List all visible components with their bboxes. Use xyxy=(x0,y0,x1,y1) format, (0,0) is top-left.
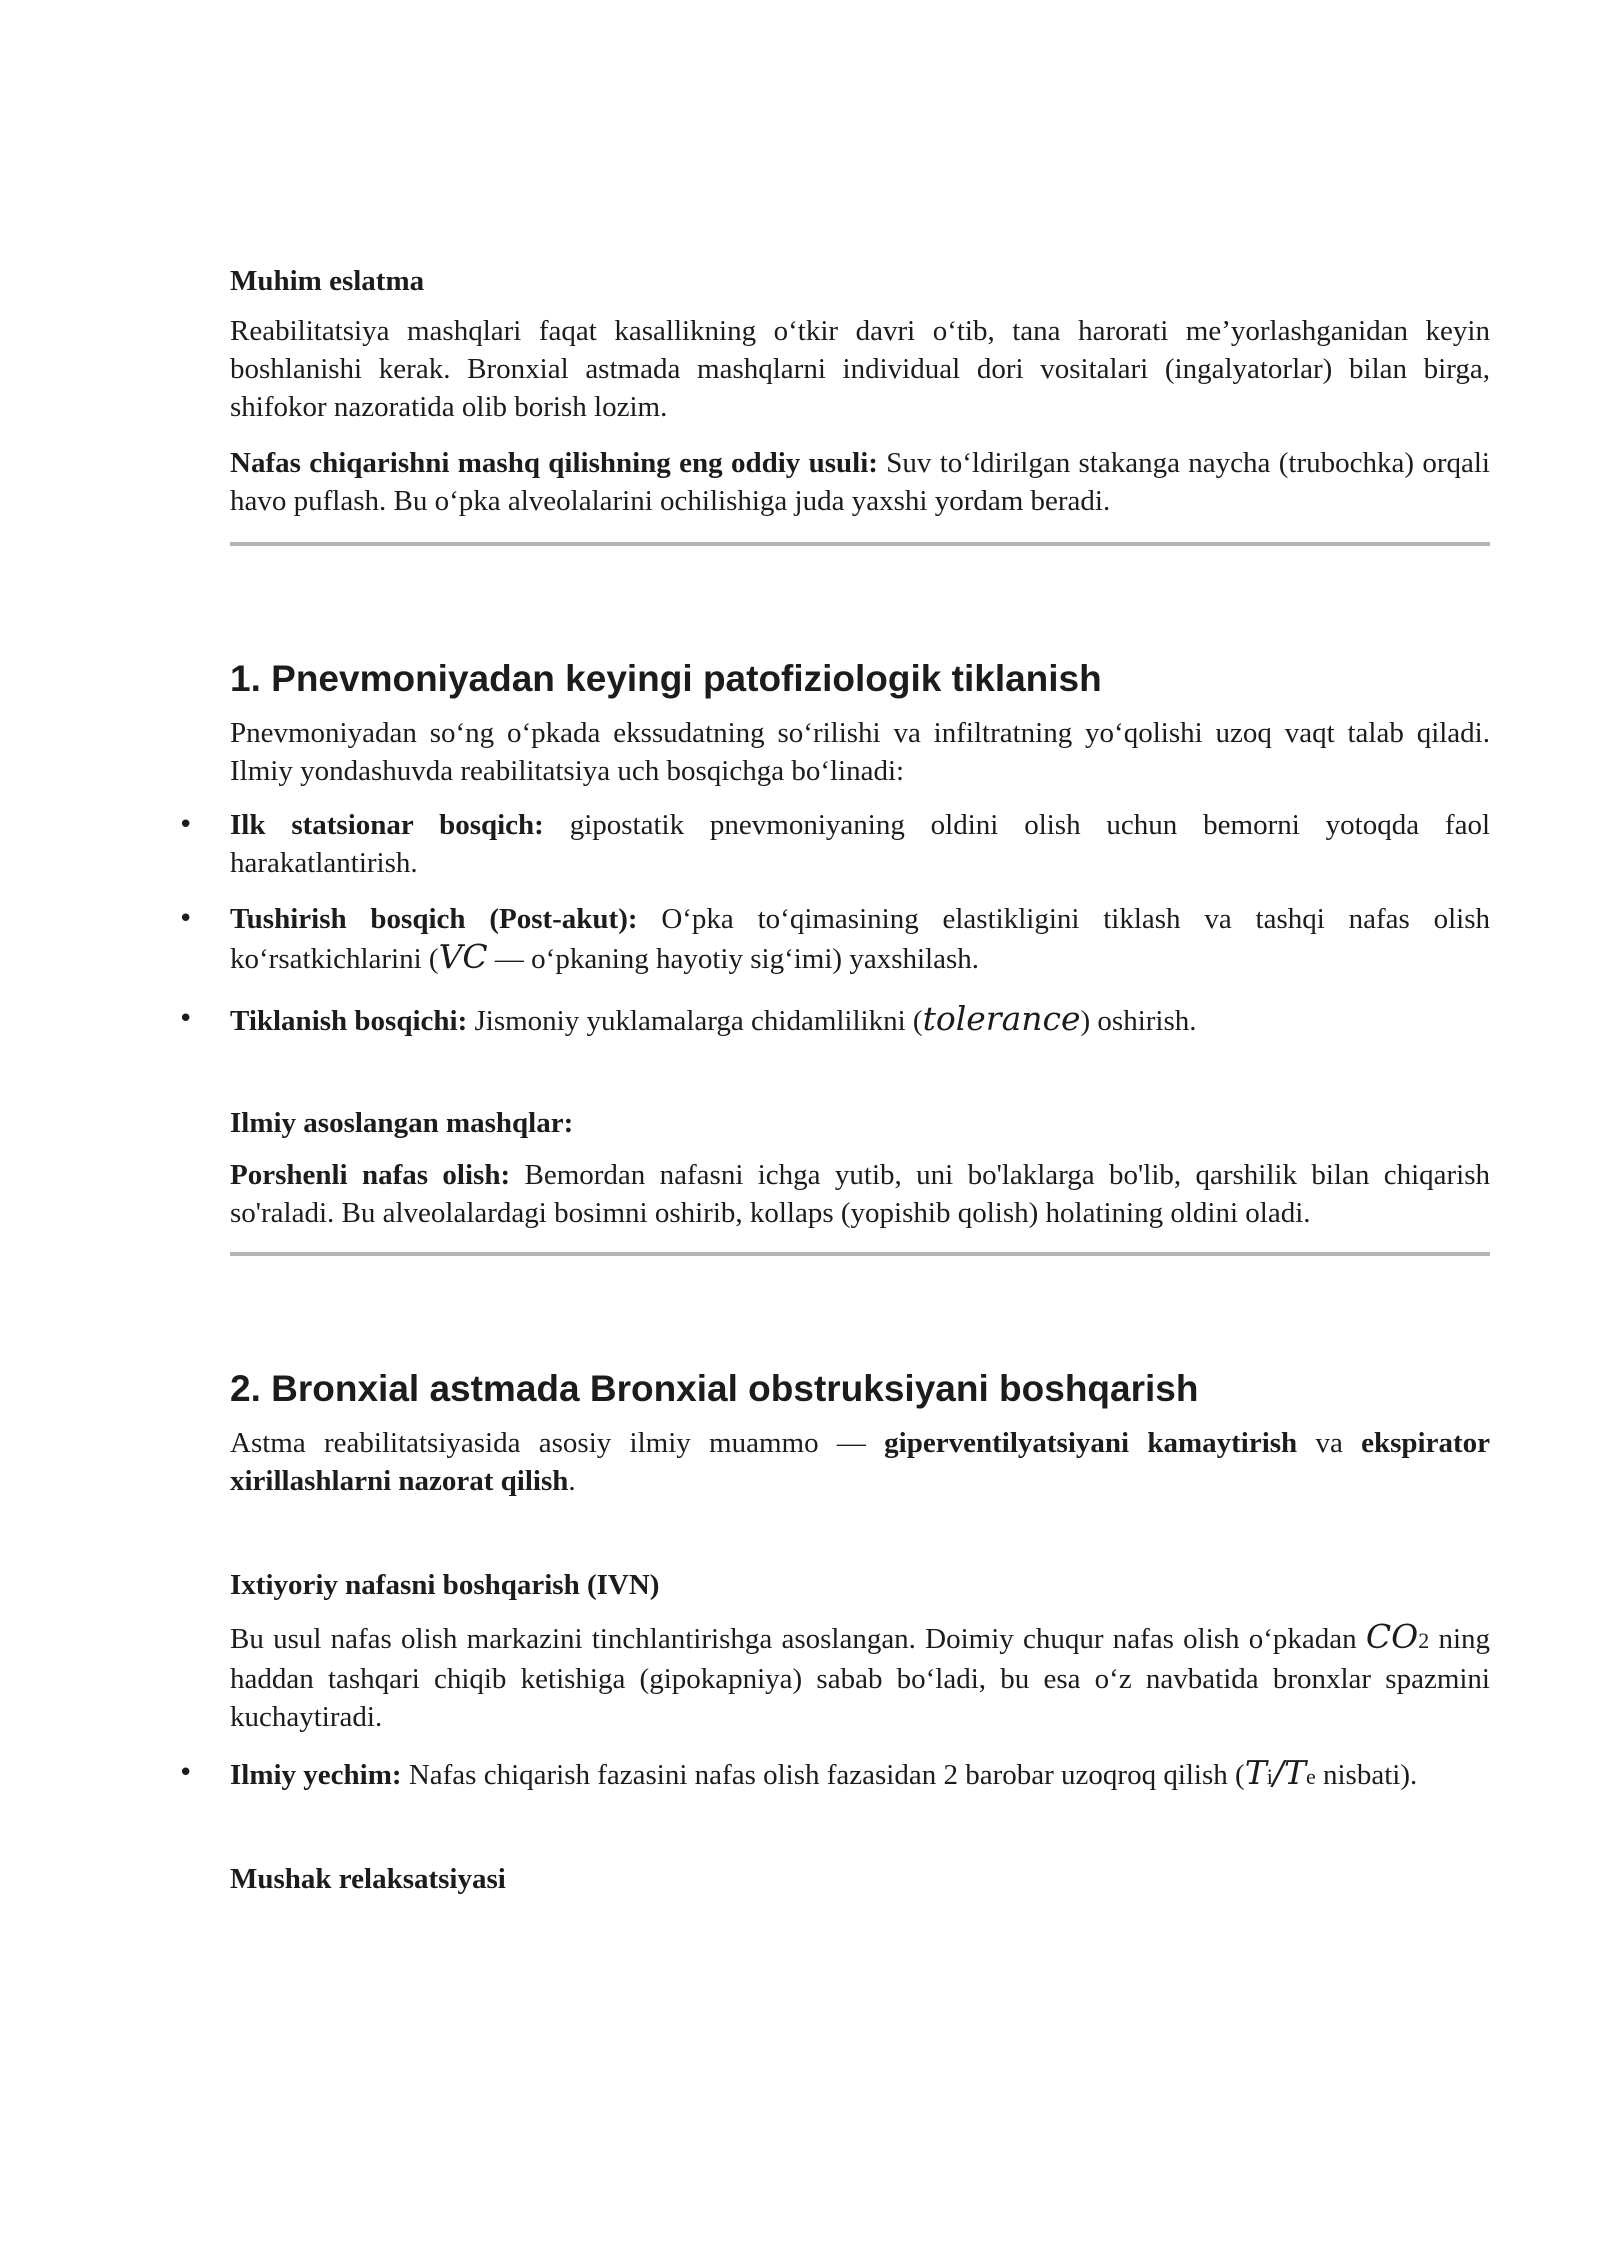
note-tip-bold: Nafas chiqarishni mashq qilishning eng oddiy usuli: xyxy=(230,447,878,479)
exercise-text: Bemordan nafasni ichga yutib, uni bo'laklarga bo'lib, qarshilik bilan chiqarish so'raladi. Bu alveolalardagi bosimni oshirib, kollaps (yopishib qolish) holatining oldini oladi. xyxy=(230,1159,1490,1229)
section1-intro: Pnevmoniyadan so‘ng o‘pkada ekssudatning so‘rilishi va infiltratning yo‘qolishi uzoq vaqt talab qiladi. Ilmiy yondashuvda reabilitatsiya uch bosqichga bo‘linadi: xyxy=(230,717,1490,787)
stage-item-3-bold: Tiklanish bosqichi: xyxy=(230,1005,468,1037)
co2-subscript: 2 xyxy=(1418,1628,1430,1653)
note-heading: Muhim eslatma xyxy=(230,265,425,297)
section1-title: 1. Pnevmoniyadan keyingi patofiziologik tiklanish xyxy=(230,658,1102,699)
stage-item-1 xyxy=(230,806,1490,882)
solution-after: nisbati). xyxy=(1315,1759,1418,1791)
section1-stage-list xyxy=(230,806,1490,1040)
section2-intro-after: . xyxy=(568,1465,576,1497)
stage-item-2-text-after: — o‘pkaning hayotiy sig‘imi) yaxshilash. xyxy=(487,943,980,975)
section2-list xyxy=(230,1754,1490,1796)
ratio-slash: / xyxy=(1272,1753,1284,1792)
exercise-bold: Porshenli nafas olish: xyxy=(230,1159,511,1191)
solution-item xyxy=(230,1754,1490,1796)
solution-text: Nafas chiqarish fazasini nafas olish fazasidan 2 barobar uzoqroq qilish ( xyxy=(401,1759,1245,1791)
section2-paragraph xyxy=(230,1618,1490,1736)
section2-intro-bold2: ekspirator xirillashlarni nazorat qilish xyxy=(230,1427,1490,1497)
note-tip xyxy=(230,444,1490,520)
section2-para-before: Bu usul nafas olish markazini tinchlantirishga asoslangan. Doimiy chuqur nafas olish o‘pkadan xyxy=(230,1623,1366,1655)
stage-item-3-text-before: Jismoniy yuklamalarga chidamlilikni ( xyxy=(467,1005,923,1037)
section2-intro-before: Astma reabilitatsiyasida asosiy ilmiy muammo — xyxy=(230,1427,885,1459)
section2-subheading: Ixtiyoriy nafasni boshqarish (IVN) xyxy=(230,1569,660,1601)
note-paragraph: Reabilitatsiya mashqlari faqat kasallikning o‘tkir davri o‘tib, tana harorati me’yorlashganidan keyin boshlanishi kerak. Bronxial astmada mashqlarni individual dori vositalari (ingalyatorlar) bilan birga, shifokor nazoratida olib borish lozim. xyxy=(230,315,1490,423)
stage-item-3-math: tolerance xyxy=(922,999,1081,1038)
note-tip-text: Suv to‘ldirilgan stakanga naycha (trubochka) orqali havo puflash. Bu o‘pka alveolalarini ochilishiga juda yaxshi yordam beradi. xyxy=(230,447,1490,517)
section2-last-heading: Mushak relaksatsiyasi xyxy=(230,1863,506,1895)
stage-item-3-text-after: ) oshirish. xyxy=(1080,1005,1197,1037)
te-subscript: e xyxy=(1305,1764,1316,1789)
stage-item-1-bold: Ilk statsionar bosqich: xyxy=(230,809,544,841)
document-page xyxy=(230,262,1490,1898)
stage-item-2-text-before: O‘pka to‘qimasining elastikligini tiklash va tashqi nafas olish ko‘rsatkichlarini ( xyxy=(230,903,1490,975)
section1-exercise xyxy=(230,1156,1490,1232)
section2-para-after: ning haddan tashqari chiqib ketishiga (gipokapniya) sabab bo‘ladi, bu esa o‘z navbatida bronxlar spazmini kuchaytiradi. xyxy=(230,1623,1490,1733)
section2-intro-bold1: giperventilyatsiyani kamaytirish xyxy=(884,1427,1298,1459)
section2-intro xyxy=(230,1424,1490,1500)
ti-math: T xyxy=(1244,1753,1267,1792)
divider-1 xyxy=(230,542,1490,546)
stage-item-2 xyxy=(230,900,1490,978)
stage-item-2-math: VC xyxy=(438,937,488,976)
section1-subheading: Ilmiy asoslangan mashqlar: xyxy=(230,1107,574,1139)
stage-item-2-bold: Tushirish bosqich (Post-akut): xyxy=(230,903,638,935)
solution-bold: Ilmiy yechim: xyxy=(230,1759,402,1791)
te-math: T xyxy=(1283,1753,1306,1792)
section2-title: 2. Bronxial astmada Bronxial obstruksiyani boshqarish xyxy=(230,1368,1199,1409)
co2-math: CO xyxy=(1365,1617,1419,1656)
section2-intro-mid: va xyxy=(1297,1427,1362,1459)
divider-2 xyxy=(230,1252,1490,1256)
ti-subscript: i xyxy=(1266,1764,1273,1789)
stage-item-1-text: gipostatik pnevmoniyaning oldini olish uchun bemorni yotoqda faol harakatlantirish. xyxy=(230,809,1490,879)
stage-item-3 xyxy=(230,1000,1490,1040)
